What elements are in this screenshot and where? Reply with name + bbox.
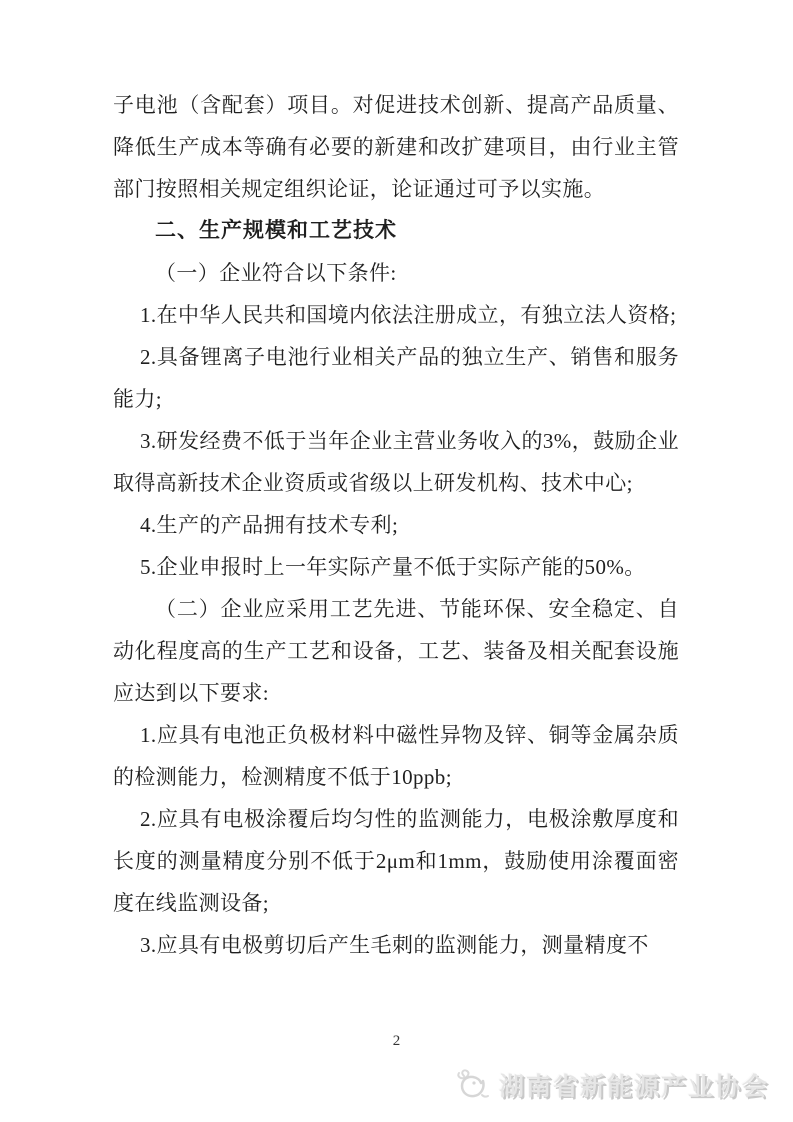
page-number: 2 — [392, 1033, 401, 1049]
watermark-text: 湖南省新能源产业协会 — [498, 1073, 769, 1101]
paragraph-item-3: 3.研发经费不低于当年企业主营业务收入的3%，鼓励企业取得高新技术企业资质或省级以上研发机构、技术中心; — [113, 429, 679, 495]
paragraph-requirement-3: 3.应具有电极剪切后产生毛刺的监测能力，测量精度不 — [140, 933, 649, 957]
paragraph-requirement-2: 2.应具有电极涂覆后均匀性的监测能力，电极涂敷厚度和长度的测量精度分别不低于2μm和1mm，鼓励使用涂覆面密度在线监测设备; — [113, 807, 679, 915]
paragraph-condition-header: （一）企业符合以下条件: — [155, 261, 397, 285]
paragraph-item-2: 2.具备锂离子电池行业相关产品的独立生产、销售和服务能力; — [113, 345, 679, 411]
document-body — [113, 84, 679, 966]
section-heading: 二、生产规模和工艺技术 — [155, 219, 397, 242]
swirl-logo-icon — [452, 1066, 492, 1104]
paragraph-item-1: 1.在中华人民共和国境内依法注册成立，有独立法人资格; — [140, 303, 677, 327]
paragraph-requirement-1: 1.应具有电池正负极材料中磁性异物及锌、铜等金属杂质的检测能力，检测精度不低于10ppb; — [113, 723, 679, 789]
paragraph-requirement-header: （二）企业应采用工艺先进、节能环保、安全稳定、自动化程度高的生产工艺和设备，工艺、装备及相关配套设施应达到以下要求: — [113, 597, 679, 705]
paragraph-item-5: 5.企业申报时上一年实际产量不低于实际产能的50%。 — [140, 555, 646, 579]
association-watermark — [452, 1066, 769, 1104]
paragraph-intro: 子电池（含配套）项目。对促进技术创新、提高产品质量、降低生产成本等确有必要的新建和改扩建项目，由行业主管部门按照相关规定组织论证，论证通过可予以实施。 — [113, 93, 679, 201]
paragraph-item-4: 4.生产的产品拥有技术专利; — [140, 513, 399, 537]
